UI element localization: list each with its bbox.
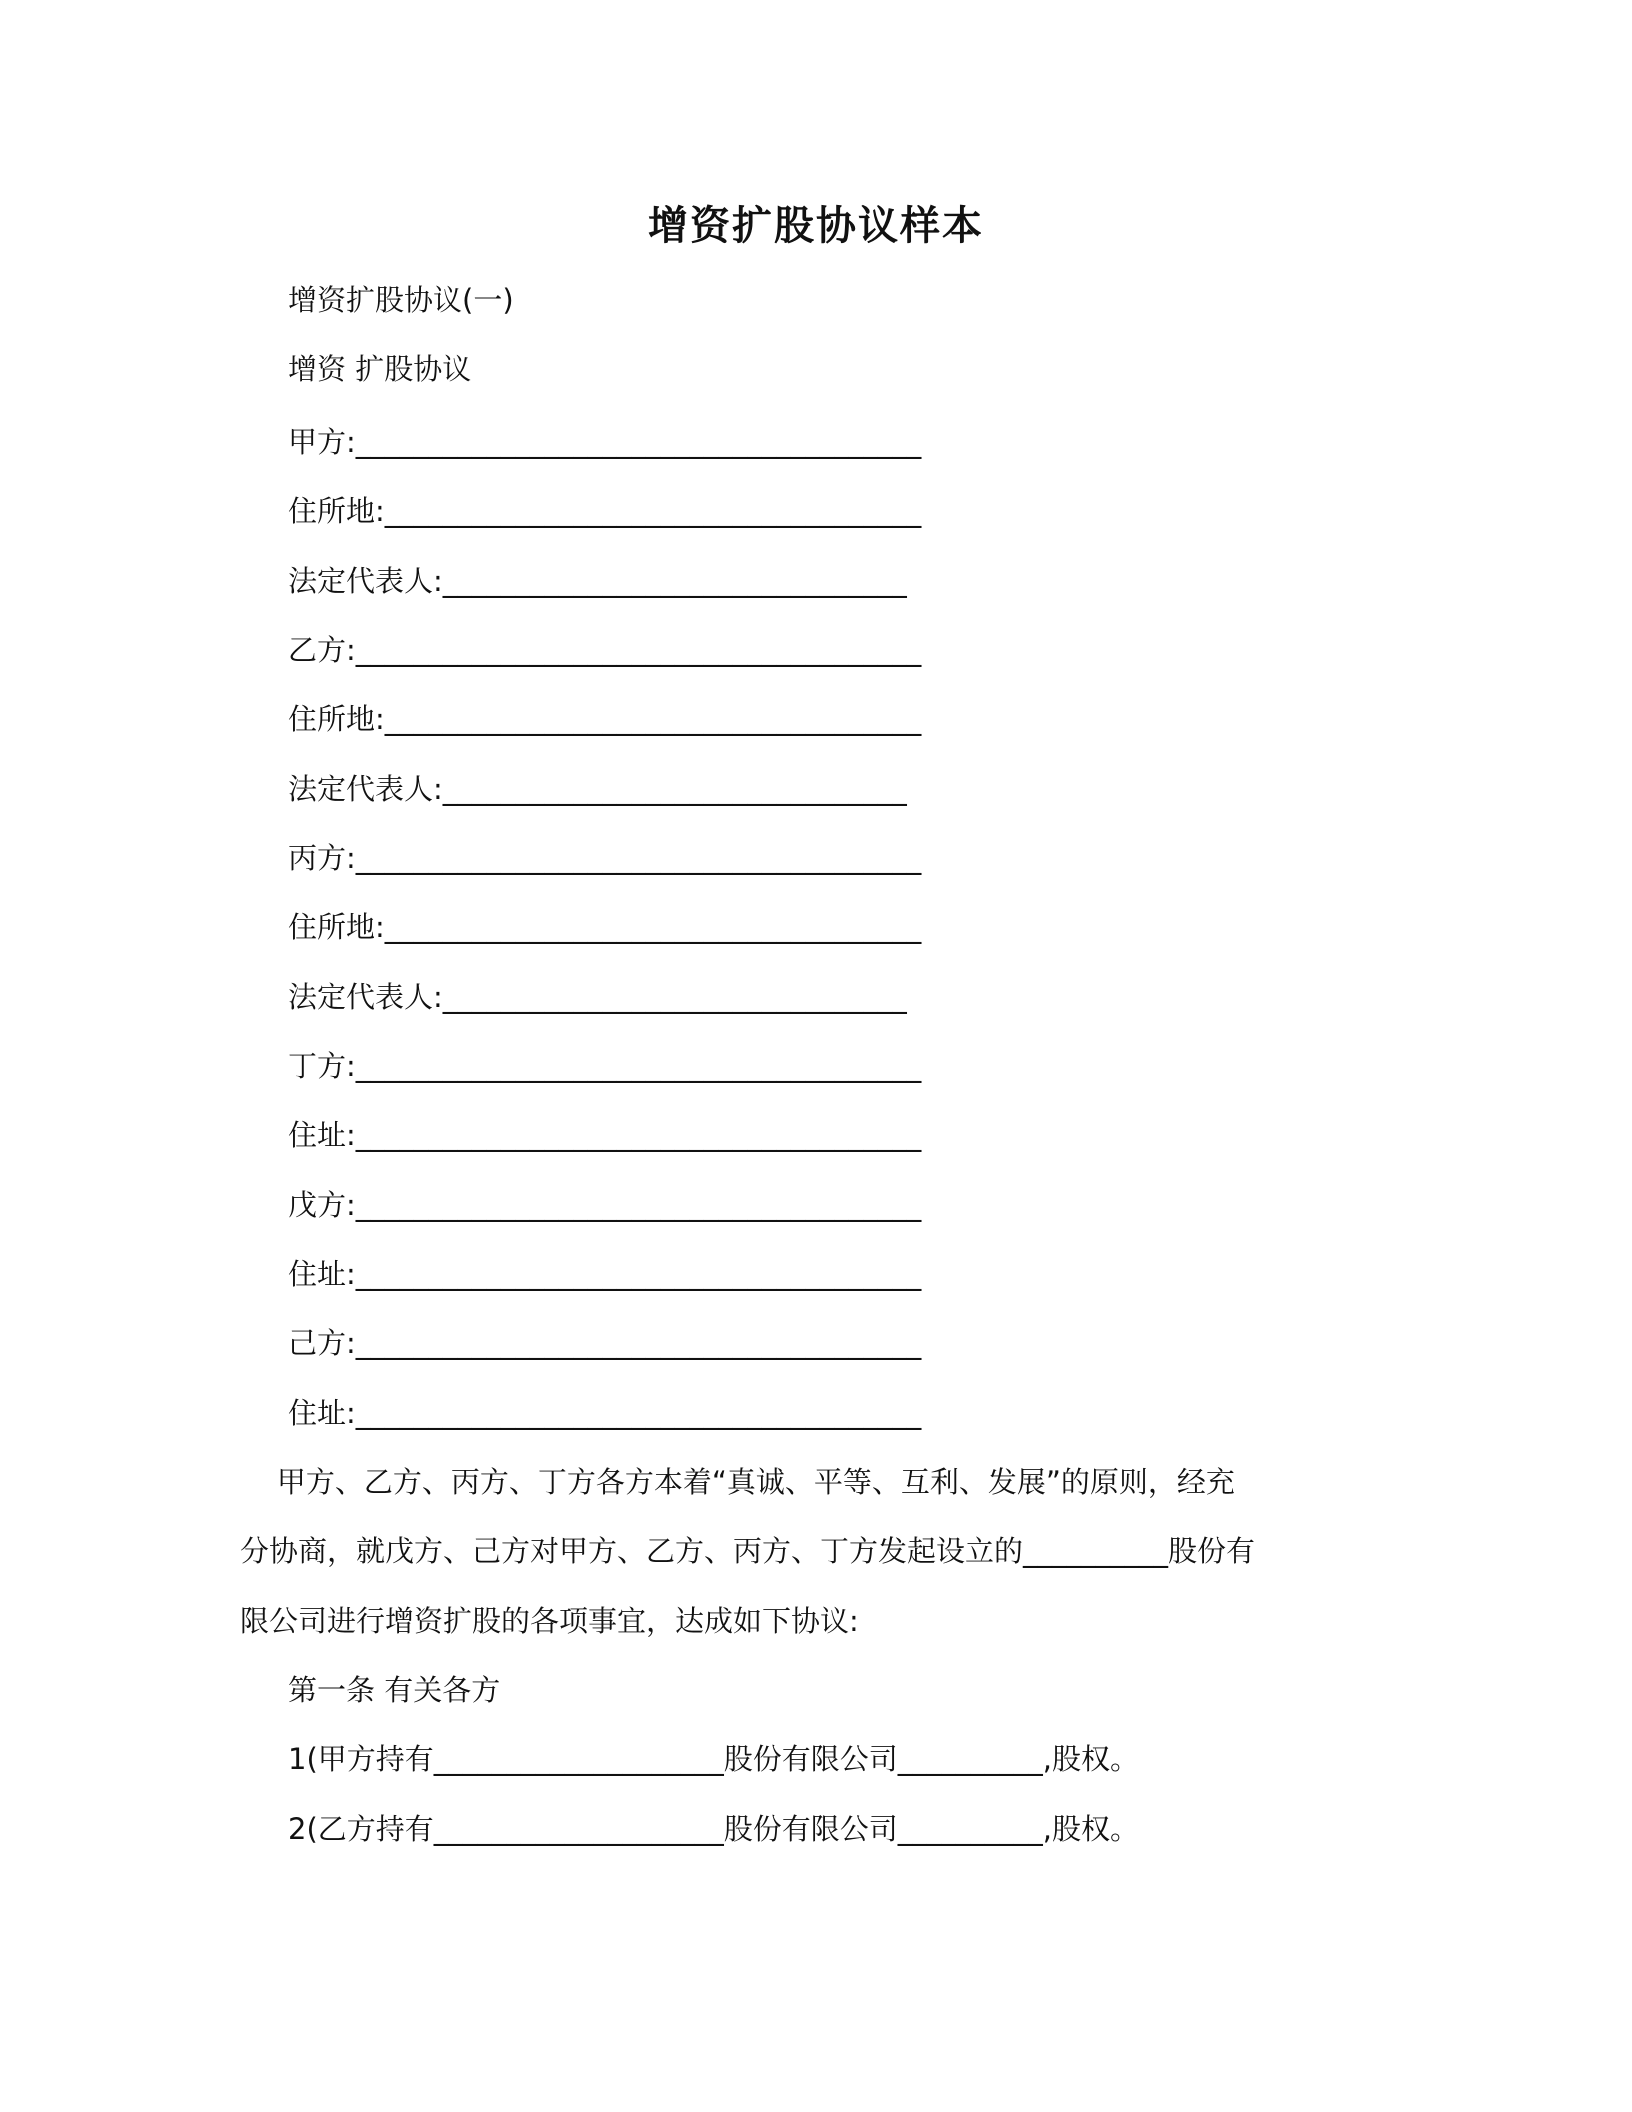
subtitle-2: 增资 扩股协议 bbox=[288, 352, 472, 386]
party-d-address-field: 住址:_______________________________________ bbox=[288, 1118, 922, 1152]
preamble-line-2: 分协商，就戊方、己方对甲方、乙方、丙方、丁方发起设立的__________股份有 bbox=[240, 1534, 1256, 1568]
party-b-representative-field: 法定代表人:________________________________ bbox=[288, 772, 907, 806]
party-f-name-field: 己方:_______________________________________ bbox=[288, 1326, 922, 1360]
party-a-address-field: 住所地:_____________________________________ bbox=[288, 494, 922, 528]
article-1-item-2: 2(乙方持有____________________股份有限公司__________,股权。 bbox=[288, 1812, 1139, 1846]
party-b-name-field: 乙方:_______________________________________ bbox=[288, 633, 922, 667]
party-c-address-field: 住所地:_____________________________________ bbox=[288, 910, 922, 944]
party-a-name-field: 甲方:_______________________________________ bbox=[288, 425, 922, 459]
subtitle-1: 增资扩股协议(一) bbox=[288, 283, 514, 317]
party-d-name-field: 丁方:_______________________________________ bbox=[288, 1049, 922, 1083]
party-b-address-field: 住所地:_____________________________________ bbox=[288, 702, 922, 736]
preamble-line-3: 限公司进行增资扩股的各项事宜，达成如下协议: bbox=[240, 1604, 859, 1638]
party-e-name-field: 戊方:_______________________________________ bbox=[288, 1188, 922, 1222]
party-c-representative-field: 法定代表人:________________________________ bbox=[288, 980, 907, 1014]
document-title: 增资扩股协议样本 bbox=[648, 203, 984, 249]
party-e-address-field: 住址:_______________________________________ bbox=[288, 1257, 922, 1291]
party-c-name-field: 丙方:_______________________________________ bbox=[288, 841, 922, 875]
article-1-item-1: 1(甲方持有____________________股份有限公司__________,股权。 bbox=[288, 1742, 1139, 1776]
preamble-line-1: 甲方、乙方、丙方、丁方各方本着“真诚、平等、互利、发展”的原则，经充 bbox=[240, 1465, 1235, 1499]
article-1-heading: 第一条 有关各方 bbox=[288, 1673, 501, 1707]
party-a-representative-field: 法定代表人:________________________________ bbox=[288, 564, 907, 598]
party-f-address-field: 住址:_______________________________________ bbox=[288, 1396, 922, 1430]
